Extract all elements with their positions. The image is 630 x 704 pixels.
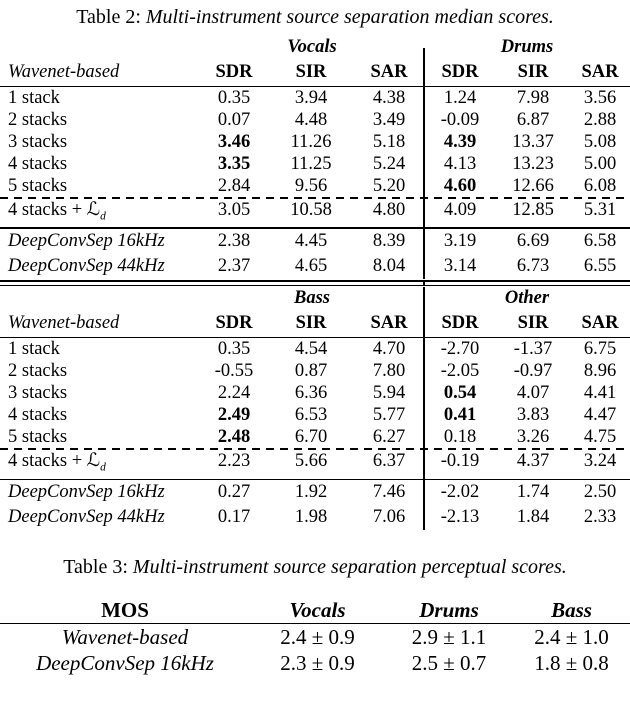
- double-rule: [0, 280, 630, 286]
- row-label-text: 3 stacks: [8, 132, 68, 152]
- table-cell: 0.54: [443, 383, 477, 404]
- double-rule-line: [0, 285, 630, 287]
- row-label: [0, 360, 200, 382]
- table-cell: 6.73: [516, 256, 550, 277]
- table-cell: 3.46: [217, 132, 251, 152]
- table-row: [0, 199, 630, 228]
- table-cell: 3.94: [294, 88, 328, 108]
- table-cell: 5.31: [583, 199, 617, 220]
- table-cell: 6.70: [294, 427, 328, 448]
- table-cell: 7.98: [516, 88, 550, 108]
- table-cell: 7.06: [372, 507, 406, 528]
- table-cell: 4.41: [583, 383, 617, 404]
- row-label-text: 4 stacks: [8, 154, 68, 174]
- table-cell: 0.87: [294, 361, 328, 382]
- table-cell: -0.19: [440, 450, 480, 471]
- table-cell: 7.80: [372, 361, 406, 382]
- table-cell: 4.60: [443, 176, 477, 196]
- table-row: [0, 229, 630, 254]
- table-cell: 6.69: [516, 231, 550, 252]
- table-cell: 1.24: [443, 88, 477, 108]
- table-cell: 2.9 ± 1.1: [411, 625, 487, 650]
- metric-header: SDR: [215, 62, 253, 82]
- table-cell: 1.74: [516, 482, 550, 503]
- row-label: [0, 131, 200, 153]
- table3: [0, 598, 630, 676]
- table-cell: 2.84: [217, 176, 251, 196]
- table-cell: -2.13: [440, 507, 480, 528]
- row-label-text: DeepConvSep 16kHz: [8, 231, 165, 252]
- column-header-row: [0, 309, 630, 338]
- group-header-left: Bass: [294, 288, 330, 309]
- table-cell: 4.65: [294, 256, 328, 277]
- group-header-left: Vocals: [287, 37, 337, 57]
- row-label-text: 1 stack: [8, 339, 60, 360]
- table3-caption-number: Table 3:: [63, 556, 128, 579]
- metric-header: SIR: [517, 62, 549, 82]
- table-row: [0, 153, 630, 175]
- metric-header: SIR: [295, 62, 327, 82]
- table-cell: 5.20: [372, 176, 406, 196]
- row-label-text: 4 stacks + ℒ: [8, 199, 101, 220]
- group-header-row: [0, 287, 630, 309]
- column-divider-line: [423, 280, 425, 286]
- group-header-right: Other: [504, 288, 550, 309]
- row-label: [0, 404, 200, 426]
- table3-header-vocals: Vocals: [289, 598, 346, 623]
- table-cell: -2.05: [440, 361, 480, 382]
- table-cell: 6.58: [583, 231, 617, 252]
- table-cell: -1.37: [513, 339, 553, 360]
- row-label-text: DeepConvSep 16kHz: [8, 482, 165, 503]
- metric-header: SAR: [581, 313, 619, 334]
- row-label-text: 5 stacks: [8, 176, 68, 196]
- row-label: [0, 199, 200, 228]
- table-cell: 0.18: [443, 427, 477, 448]
- table-cell: 3.14: [443, 256, 477, 277]
- table-cell: -2.70: [440, 339, 480, 360]
- table-cell: 5.66: [294, 450, 328, 471]
- table-cell: 5.00: [583, 154, 617, 174]
- table3-caption: [0, 555, 630, 579]
- table-cell: 2.38: [217, 231, 251, 252]
- table-cell: -0.09: [440, 110, 480, 130]
- table-cell: 6.08: [583, 176, 617, 196]
- table-cell: 4.45: [294, 231, 328, 252]
- group-spacer: [0, 36, 200, 58]
- column-divider-line: [423, 48, 425, 279]
- row-label: [0, 338, 200, 360]
- row-label: [0, 175, 200, 197]
- table-cell: 3.05: [217, 199, 251, 220]
- table3-header-drums: Drums: [419, 598, 479, 623]
- table-cell: 2.4 ± 1.0: [534, 625, 609, 650]
- table-row: [0, 480, 630, 505]
- table-cell: 12.85: [512, 199, 554, 220]
- table-cell: 4.38: [372, 88, 406, 108]
- row-label-text: 1 stack: [8, 88, 60, 108]
- table-cell: -0.55: [214, 361, 254, 382]
- row-label-subscript: d: [100, 210, 106, 223]
- table-cell: 5.77: [372, 405, 406, 426]
- table3-header-mos: MOS: [101, 598, 149, 623]
- table3-header-row: [0, 598, 630, 624]
- table3-caption-text: Multi-instrument source separation perceptual scores.: [132, 556, 567, 579]
- table-cell: 4.70: [372, 339, 406, 360]
- table-cell: 11.25: [290, 154, 332, 174]
- table-cell: 2.88: [583, 110, 617, 130]
- table-cell: 2.33: [583, 507, 617, 528]
- table-cell: 2.4 ± 0.9: [280, 625, 355, 650]
- table-cell: 4.47: [583, 405, 617, 426]
- table-cell: 12.66: [512, 176, 554, 196]
- table-row: [0, 175, 630, 197]
- row-label-subscript: d: [100, 461, 106, 474]
- table-cell: 0.27: [217, 482, 251, 503]
- table2-section: [0, 36, 630, 279]
- row-label: [0, 87, 200, 109]
- row-label: [0, 153, 200, 175]
- table-cell: 5.94: [372, 383, 406, 404]
- table-row: [0, 450, 630, 479]
- table-cell: 3.19: [443, 231, 477, 252]
- row-label-text: 4 stacks + ℒ: [8, 450, 101, 471]
- row-label: [0, 109, 200, 131]
- row-label-text: DeepConvSep 44kHz: [8, 507, 165, 528]
- row-label-text: 2 stacks: [8, 110, 68, 130]
- row-label: [0, 480, 200, 505]
- group-header-row: [0, 36, 630, 58]
- table-row: [0, 650, 630, 676]
- table-row: [0, 87, 630, 109]
- table-cell: 4.09: [443, 199, 477, 220]
- table-cell: 0.17: [217, 507, 251, 528]
- row-label: [0, 382, 200, 404]
- table-cell: 1.98: [294, 507, 328, 528]
- row-label-text: 2 stacks: [8, 361, 68, 382]
- table-cell: 5.18: [372, 132, 406, 152]
- table2-section: [0, 287, 630, 530]
- table-cell: 4.07: [516, 383, 550, 404]
- table-cell: 6.55: [583, 256, 617, 277]
- table-cell: 3.49: [372, 110, 406, 130]
- table-cell: 2.24: [217, 383, 251, 404]
- metric-header: SAR: [581, 62, 619, 82]
- table-cell: 11.26: [290, 132, 332, 152]
- table-cell: 8.96: [583, 361, 617, 382]
- table-row: [0, 505, 630, 530]
- group-header-right: Drums: [500, 37, 554, 57]
- table-cell: 13.23: [512, 154, 554, 174]
- table-cell: 3.83: [516, 405, 550, 426]
- table2: [0, 36, 630, 530]
- table-cell: 6.53: [294, 405, 328, 426]
- table-cell: 0.35: [217, 339, 251, 360]
- metric-header: SDR: [441, 313, 479, 334]
- table-cell: 4.54: [294, 339, 328, 360]
- table-cell: 2.5 ± 0.7: [411, 651, 487, 676]
- table-cell: 6.87: [516, 110, 550, 130]
- table2-caption-text: Multi-instrument source separation median scores.: [145, 6, 554, 28]
- table-cell: 7.46: [372, 482, 406, 503]
- table-cell: 6.37: [372, 450, 406, 471]
- table-cell: 1.84: [516, 507, 550, 528]
- table-cell: -0.97: [513, 361, 553, 382]
- table-cell: 4.39: [443, 132, 477, 152]
- table-cell: 4.13: [443, 154, 477, 174]
- row-label-text: 5 stacks: [8, 427, 68, 448]
- table-cell: 4.37: [516, 450, 550, 471]
- row-label-text: 4 stacks: [8, 405, 68, 426]
- table-cell: -2.02: [440, 482, 480, 503]
- table-cell: 6.36: [294, 383, 328, 404]
- table-cell: 4.48: [294, 110, 328, 130]
- column-header-row: [0, 58, 630, 87]
- table-cell: 2.48: [217, 427, 251, 448]
- table-cell: 6.27: [372, 427, 406, 448]
- table-row: [0, 404, 630, 426]
- row-label: Wavenet-based: [61, 625, 189, 650]
- table-cell: 4.75: [583, 427, 617, 448]
- metric-header: SDR: [215, 313, 253, 334]
- table-cell: 2.3 ± 0.9: [280, 651, 355, 676]
- table-cell: 1.92: [294, 482, 328, 503]
- metric-header: SDR: [441, 62, 479, 82]
- row-label: [0, 229, 200, 254]
- table3-header-bass: Bass: [551, 598, 592, 623]
- metric-header: SAR: [370, 313, 408, 334]
- table-cell: 2.23: [217, 450, 251, 471]
- table-cell: 13.37: [512, 132, 554, 152]
- row-label-text: DeepConvSep 44kHz: [8, 256, 165, 277]
- table2-caption: [0, 5, 630, 29]
- row-label: DeepConvSep 16kHz: [36, 651, 214, 676]
- table-cell: 5.08: [583, 132, 617, 152]
- table-cell: 3.24: [583, 450, 617, 471]
- table-cell: 0.41: [443, 405, 477, 426]
- table-row: [0, 426, 630, 448]
- table-cell: 2.37: [217, 256, 251, 277]
- metric-header: SAR: [370, 62, 408, 82]
- table-row: [0, 624, 630, 650]
- table-cell: 3.35: [217, 154, 251, 174]
- row-label-text: 3 stacks: [8, 383, 68, 404]
- table-cell: 3.26: [516, 427, 550, 448]
- row-label: [0, 450, 200, 479]
- row-group-label: Wavenet-based: [8, 62, 120, 82]
- table-cell: 10.58: [290, 199, 332, 220]
- table-cell: 0.07: [217, 110, 251, 130]
- table-cell: 4.80: [372, 199, 406, 220]
- table-cell: 5.24: [372, 154, 406, 174]
- row-group-label: Wavenet-based: [8, 313, 120, 334]
- table-row: [0, 338, 630, 360]
- table-cell: 8.04: [372, 256, 406, 277]
- table-row: [0, 360, 630, 382]
- table-cell: 3.56: [583, 88, 617, 108]
- column-divider-line: [423, 287, 425, 530]
- metric-header: SIR: [517, 313, 549, 334]
- table-cell: 0.35: [217, 88, 251, 108]
- table2-caption-number: Table 2:: [76, 6, 141, 28]
- table-cell: 6.75: [583, 339, 617, 360]
- table-cell: 9.56: [294, 176, 328, 196]
- row-label: [0, 426, 200, 448]
- table-cell: 8.39: [372, 231, 406, 252]
- row-label: [0, 254, 200, 279]
- table-row: [0, 382, 630, 404]
- group-spacer: [0, 287, 200, 309]
- table-cell: 1.8 ± 0.8: [534, 651, 609, 676]
- metric-header: SIR: [295, 313, 327, 334]
- table-cell: 2.50: [583, 482, 617, 503]
- row-label: [0, 505, 200, 530]
- table-cell: 2.49: [217, 405, 251, 426]
- table-row: [0, 131, 630, 153]
- table-row: [0, 109, 630, 131]
- table-row: [0, 254, 630, 279]
